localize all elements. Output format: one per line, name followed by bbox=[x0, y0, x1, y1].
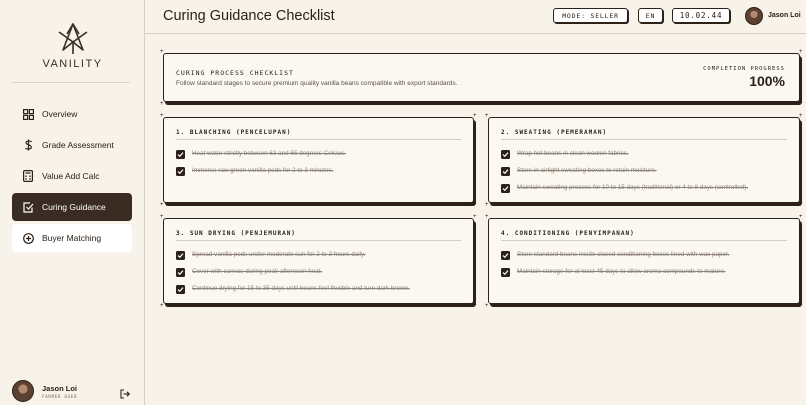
sidebar-item-overview[interactable] bbox=[12, 100, 132, 128]
corner-mark: + bbox=[473, 202, 477, 208]
checklist-item-text: Spread vanilla pods under moderate sun for 2 to 3 hours daily. bbox=[192, 251, 366, 258]
checked-checkbox-icon[interactable] bbox=[501, 251, 510, 260]
stage-title: 2. SWEATING (PEMERAMAN) bbox=[501, 129, 608, 136]
checklist-summary-card bbox=[160, 49, 803, 107]
dollar-icon bbox=[22, 139, 34, 151]
sidebar bbox=[0, 0, 145, 405]
summary-subtitle: Follow standard stages to secure premium quality vanilla beans compatible with export standards. bbox=[176, 80, 458, 87]
stage-card-sweating bbox=[485, 113, 803, 208]
checked-checkbox-icon[interactable] bbox=[176, 268, 185, 277]
top-header bbox=[145, 0, 806, 34]
sidebar-nav bbox=[12, 100, 132, 255]
corner-mark: + bbox=[160, 202, 164, 208]
checked-checkbox-icon[interactable] bbox=[176, 150, 185, 159]
checked-checkbox-icon[interactable] bbox=[501, 150, 510, 159]
sidebar-item-label: Overview bbox=[42, 109, 78, 119]
user-role: FARMER USER bbox=[42, 394, 78, 399]
stage-title: 1. BLANCHING (PENCELUPAN) bbox=[176, 129, 292, 136]
checklist-item-text: Maintain storage for at least 45 days to allow aroma compounds to mature. bbox=[517, 268, 726, 275]
calculator-icon bbox=[22, 170, 34, 182]
corner-mark: + bbox=[799, 214, 803, 220]
brand-logo[interactable] bbox=[0, 22, 145, 70]
checklist-item-text: Continue drying for 15 to 35 days until beans feel flexible and turn dark brown. bbox=[192, 285, 410, 292]
brand-name: VANILITY bbox=[42, 58, 103, 70]
stage-card-blanching bbox=[160, 113, 477, 208]
divider bbox=[501, 139, 787, 140]
checked-checkbox-icon[interactable] bbox=[501, 268, 510, 277]
corner-mark: + bbox=[799, 202, 803, 208]
corner-mark: + bbox=[799, 303, 803, 309]
corner-mark: + bbox=[473, 303, 477, 309]
user-name: Jason Loi bbox=[42, 384, 78, 393]
progress-value: 100% bbox=[749, 73, 785, 89]
corner-mark: + bbox=[160, 214, 164, 220]
corner-mark: + bbox=[473, 214, 477, 220]
logout-icon[interactable] bbox=[120, 386, 130, 404]
header-user-name: Jason Loi bbox=[768, 12, 801, 19]
divider bbox=[176, 240, 461, 241]
checked-checkbox-icon[interactable] bbox=[176, 167, 185, 176]
corner-mark: + bbox=[799, 113, 803, 119]
corner-mark: + bbox=[485, 214, 489, 220]
stage-title: 3. SUN DRYING (PENJEMURAN) bbox=[176, 230, 296, 237]
corner-mark: + bbox=[485, 202, 489, 208]
checklist-item-text: Wrap hot beans in clean woolen fabrics. bbox=[517, 150, 629, 157]
avatar[interactable] bbox=[12, 380, 34, 402]
mode-toggle-button[interactable]: MODE: SELLER bbox=[553, 8, 628, 23]
stage-card-conditioning bbox=[485, 214, 803, 309]
checked-checkbox-icon[interactable] bbox=[501, 167, 510, 176]
progress-label: COMPLETION PROGRESS bbox=[703, 66, 785, 72]
checked-checkbox-icon[interactable] bbox=[176, 285, 185, 294]
clock-display: 10.02.44 bbox=[672, 8, 730, 23]
checklist-item-text: Heat water strictly between 63 and 65 degrees Celsius. bbox=[192, 150, 347, 157]
corner-mark: + bbox=[160, 303, 164, 309]
checked-checkbox-icon[interactable] bbox=[501, 184, 510, 193]
checkbox-icon bbox=[22, 201, 34, 213]
divider bbox=[176, 139, 461, 140]
sidebar-item-value-add-calc[interactable] bbox=[12, 162, 132, 190]
checklist-item-text: Store in airtight sweating boxes to retain moisture. bbox=[517, 167, 657, 174]
corner-mark: + bbox=[799, 49, 803, 55]
checklist-item-text: Cover with canvas during peak afternoon heat. bbox=[192, 268, 323, 275]
checklist-item-text: Maintain sweating process for 10 to 15 days (traditional) or 4 to 8 days (controlled). bbox=[517, 184, 749, 191]
corner-mark: + bbox=[160, 113, 164, 119]
sidebar-item-label: Value Add Calc bbox=[42, 171, 100, 181]
header-avatar[interactable] bbox=[745, 7, 763, 25]
vanilla-flower-icon bbox=[53, 22, 93, 56]
corner-mark: + bbox=[473, 113, 477, 119]
corner-mark: + bbox=[160, 101, 164, 107]
summary-title: CURING PROCESS CHECKLIST bbox=[176, 69, 294, 77]
corner-mark: + bbox=[160, 49, 164, 55]
stage-title: 4. CONDITIONING (PENYIMPANAN) bbox=[501, 230, 635, 237]
page-title: Curing Guidance Checklist bbox=[163, 8, 335, 24]
corner-mark: + bbox=[485, 303, 489, 309]
divider bbox=[12, 82, 130, 83]
stage-card-sun-drying bbox=[160, 214, 477, 309]
divider bbox=[501, 240, 787, 241]
corner-mark: + bbox=[799, 101, 803, 107]
checked-checkbox-icon[interactable] bbox=[176, 251, 185, 260]
sidebar-item-curing-guidance[interactable] bbox=[12, 193, 132, 221]
language-button[interactable]: EN bbox=[638, 8, 663, 23]
sidebar-item-buyer-matching[interactable] bbox=[12, 224, 132, 252]
checklist-item-text: Immerse raw green vanilla pods for 2 to 3 minutes. bbox=[192, 167, 334, 174]
grid-icon bbox=[22, 108, 34, 120]
checklist-item-text: Store standard beans inside closed conditioning boxes lined with wax paper. bbox=[517, 251, 730, 258]
sidebar-item-label: Curing Guidance bbox=[42, 202, 106, 212]
sidebar-item-label: Buyer Matching bbox=[42, 233, 102, 243]
plus-circle-icon bbox=[22, 232, 34, 244]
sidebar-item-grade-assessment[interactable] bbox=[12, 131, 132, 159]
sidebar-item-label: Grade Assessment bbox=[42, 140, 114, 150]
sidebar-user bbox=[12, 380, 132, 404]
corner-mark: + bbox=[485, 113, 489, 119]
